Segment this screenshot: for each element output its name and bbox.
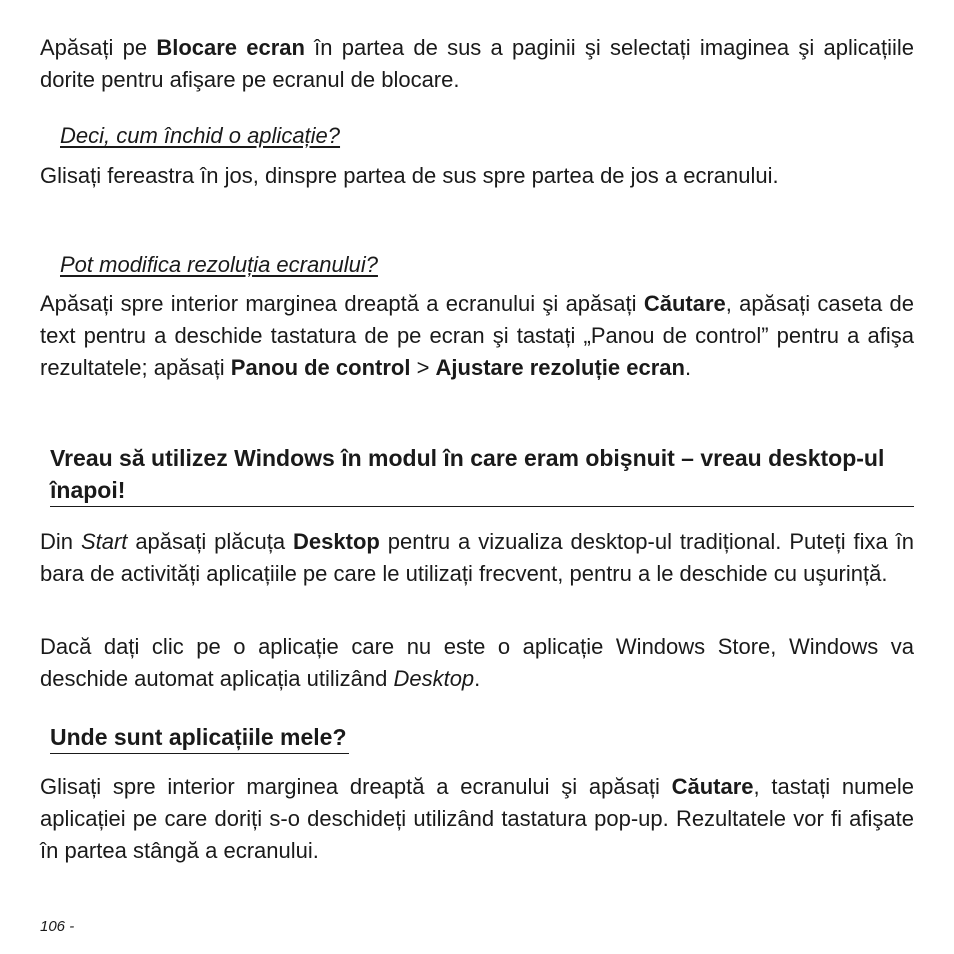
heading-windows-desktop: Vreau să utilizez Windows în modul în care eram obişnuit – vreau desktop-ul înapoi! xyxy=(50,442,914,507)
paragraph-desktop-tile: Din Start apăsați plăcuța Desktop pentru a vizualiza desktop-ul tradițional. Puteți fixa în bara de activități aplicațiile pe care le utilizați frecvent, pentru a le deschide cu uşurință. xyxy=(40,529,914,586)
document-page xyxy=(40,0,914,954)
term-cautare: Căutare xyxy=(643,291,726,316)
paragraph-find-apps: Glisați spre interior marginea dreaptă a ecranului şi apăsați Căutare, tastați numele aplicației pe care doriți s-o deschideți utilizând tastatura pop-up. Rezultatele vor fi afişate în partea stângă a ecranului. xyxy=(40,774,914,863)
term-cautare-2: Căutare xyxy=(671,774,754,799)
page-number: 106 - xyxy=(40,918,75,935)
term-blocare-ecran: Blocare ecran xyxy=(156,35,305,60)
term-start: Start xyxy=(80,529,128,554)
term-panou-de-control: Panou de control xyxy=(230,355,411,380)
paragraph-resolution: Apăsați spre interior marginea dreaptă a ecranului şi apăsați Căutare, apăsați caseta de text pentru a deschide tastatura de pe ecran şi tastați „Panou de control” pentru a afişa rezultatele; apăsați Panou de control > Ajustare rezoluție ecran. xyxy=(40,291,915,380)
term-desktop: Desktop xyxy=(293,529,380,554)
paragraph-close-app: Glisați fereastra în jos, dinspre partea de sus spre partea de jos a ecranului. xyxy=(40,163,779,188)
question-close-app: Deci, cum închid o aplicație? xyxy=(60,123,341,148)
question-resolution: Pot modifica rezoluția ecranului? xyxy=(60,252,378,277)
paragraph-lock-screen: Apăsați pe Blocare ecran în partea de sus a paginii şi selectați imaginea şi aplicațiile dorite pentru afişare pe ecranul de blocare. xyxy=(40,35,914,92)
term-desktop-italic: Desktop xyxy=(393,666,475,691)
term-ajustare-rezolutie: Ajustare rezoluție ecran xyxy=(435,355,685,380)
paragraph-windows-store: Dacă dați clic pe o aplicație care nu este o aplicație Windows Store, Windows va deschide automat aplicația utilizând Desktop. xyxy=(40,634,914,691)
heading-my-apps: Unde sunt aplicațiile mele? xyxy=(50,721,349,754)
